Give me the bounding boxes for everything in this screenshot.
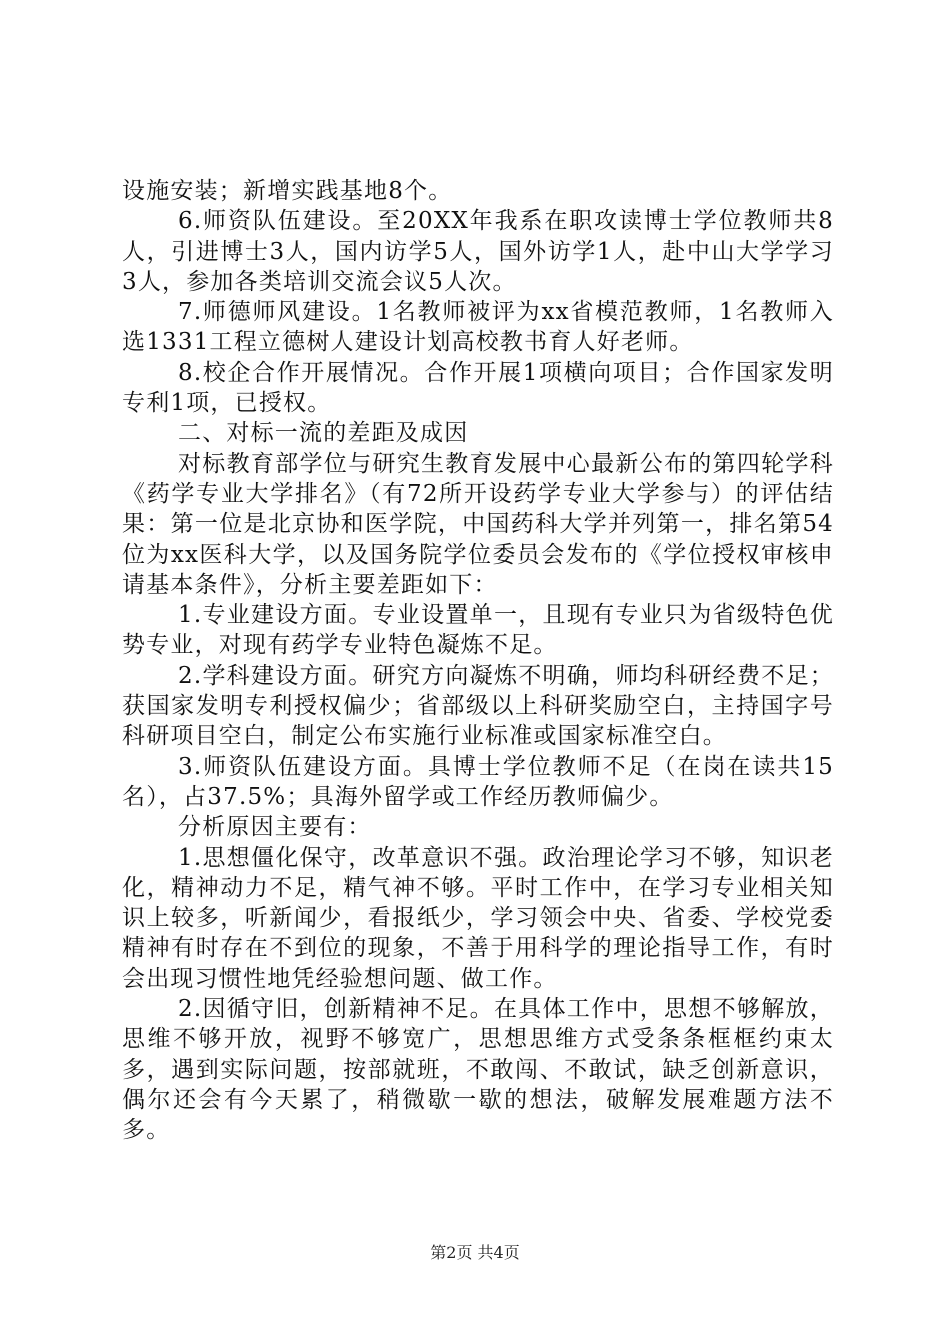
paragraph: 对标教育部学位与研究生教育发展中心最新公布的第四轮学科《药学专业大学排名》（有72所开设药学专业大学参与）的评估结果：第一位是北京协和医学院，中国药科大学并列第一，排名第54位为xx医科大学，以及国务院学位委员会发布的《学位授权审核申请基本条件》，分析主要差距如下：: [122, 450, 834, 598]
section-heading: 二、对标一流的差距及成因: [178, 420, 469, 447]
paragraph: 7.师德师风建设。1名教师被评为xx省模范教师，1名教师入选1331工程立德树人建设计划高校教书育人好老师。: [122, 299, 834, 356]
document-body: [122, 176, 834, 1146]
paragraph: 2.因循守旧，创新精神不足。在具体工作中，思想不够解放，思维不够开放，视野不够宽广，思想思维方式受条条框框约束太多，遇到实际问题，按部就班，不敢闯、不敢试，缺乏创新意识，偶尔还会有今天累了，稍微歇一歇的想法，破解发展难题方法不多。: [122, 996, 834, 1144]
paragraph: 3.师资队伍建设方面。具博士学位教师不足（在岗在读共15名），占37.5%；具海外留学或工作经历教师偏少。: [122, 753, 834, 810]
paragraph: 1.思想僵化保守，改革意识不强。政治理论学习不够，知识老化，精神动力不足，精气神不够。平时工作中，在学习专业相关知识上较多，听新闻少，看报纸少，学习领会中央、省委、学校党委精神有时存在不到位的现象，不善于用科学的理论指导工作，有时会出现习惯性地凭经验想问题、做工作。: [122, 844, 834, 992]
paragraph: 2.学科建设方面。研究方向凝炼不明确，师均科研经费不足；获国家发明专利授权偏少；省部级以上科研奖励空白，主持国字号科研项目空白，制定公布实施行业标准或国家标准空白。: [122, 662, 834, 750]
paragraph: 分析原因主要有：: [178, 814, 372, 841]
paragraph: 设施安装；新增实践基地8个。: [122, 178, 453, 204]
paragraph: 1.专业建设方面。专业设置单一，且现有专业只为省级特色优势专业，对现有药学专业特色凝炼不足。: [122, 602, 834, 659]
paragraph: 6.师资队伍建设。至20XX年我系在职攻读博士学位教师共8人，引进博士3人，国内访学5人，国外访学1人，赴中山大学学习3人，参加各类培训交流会议5人次。: [122, 208, 834, 295]
paragraph: 8.校企合作开展情况。合作开展1项横向项目；合作国家发明专利1项，已授权。: [122, 359, 834, 417]
page-number-footer: 第2页 共4页: [430, 1243, 520, 1262]
